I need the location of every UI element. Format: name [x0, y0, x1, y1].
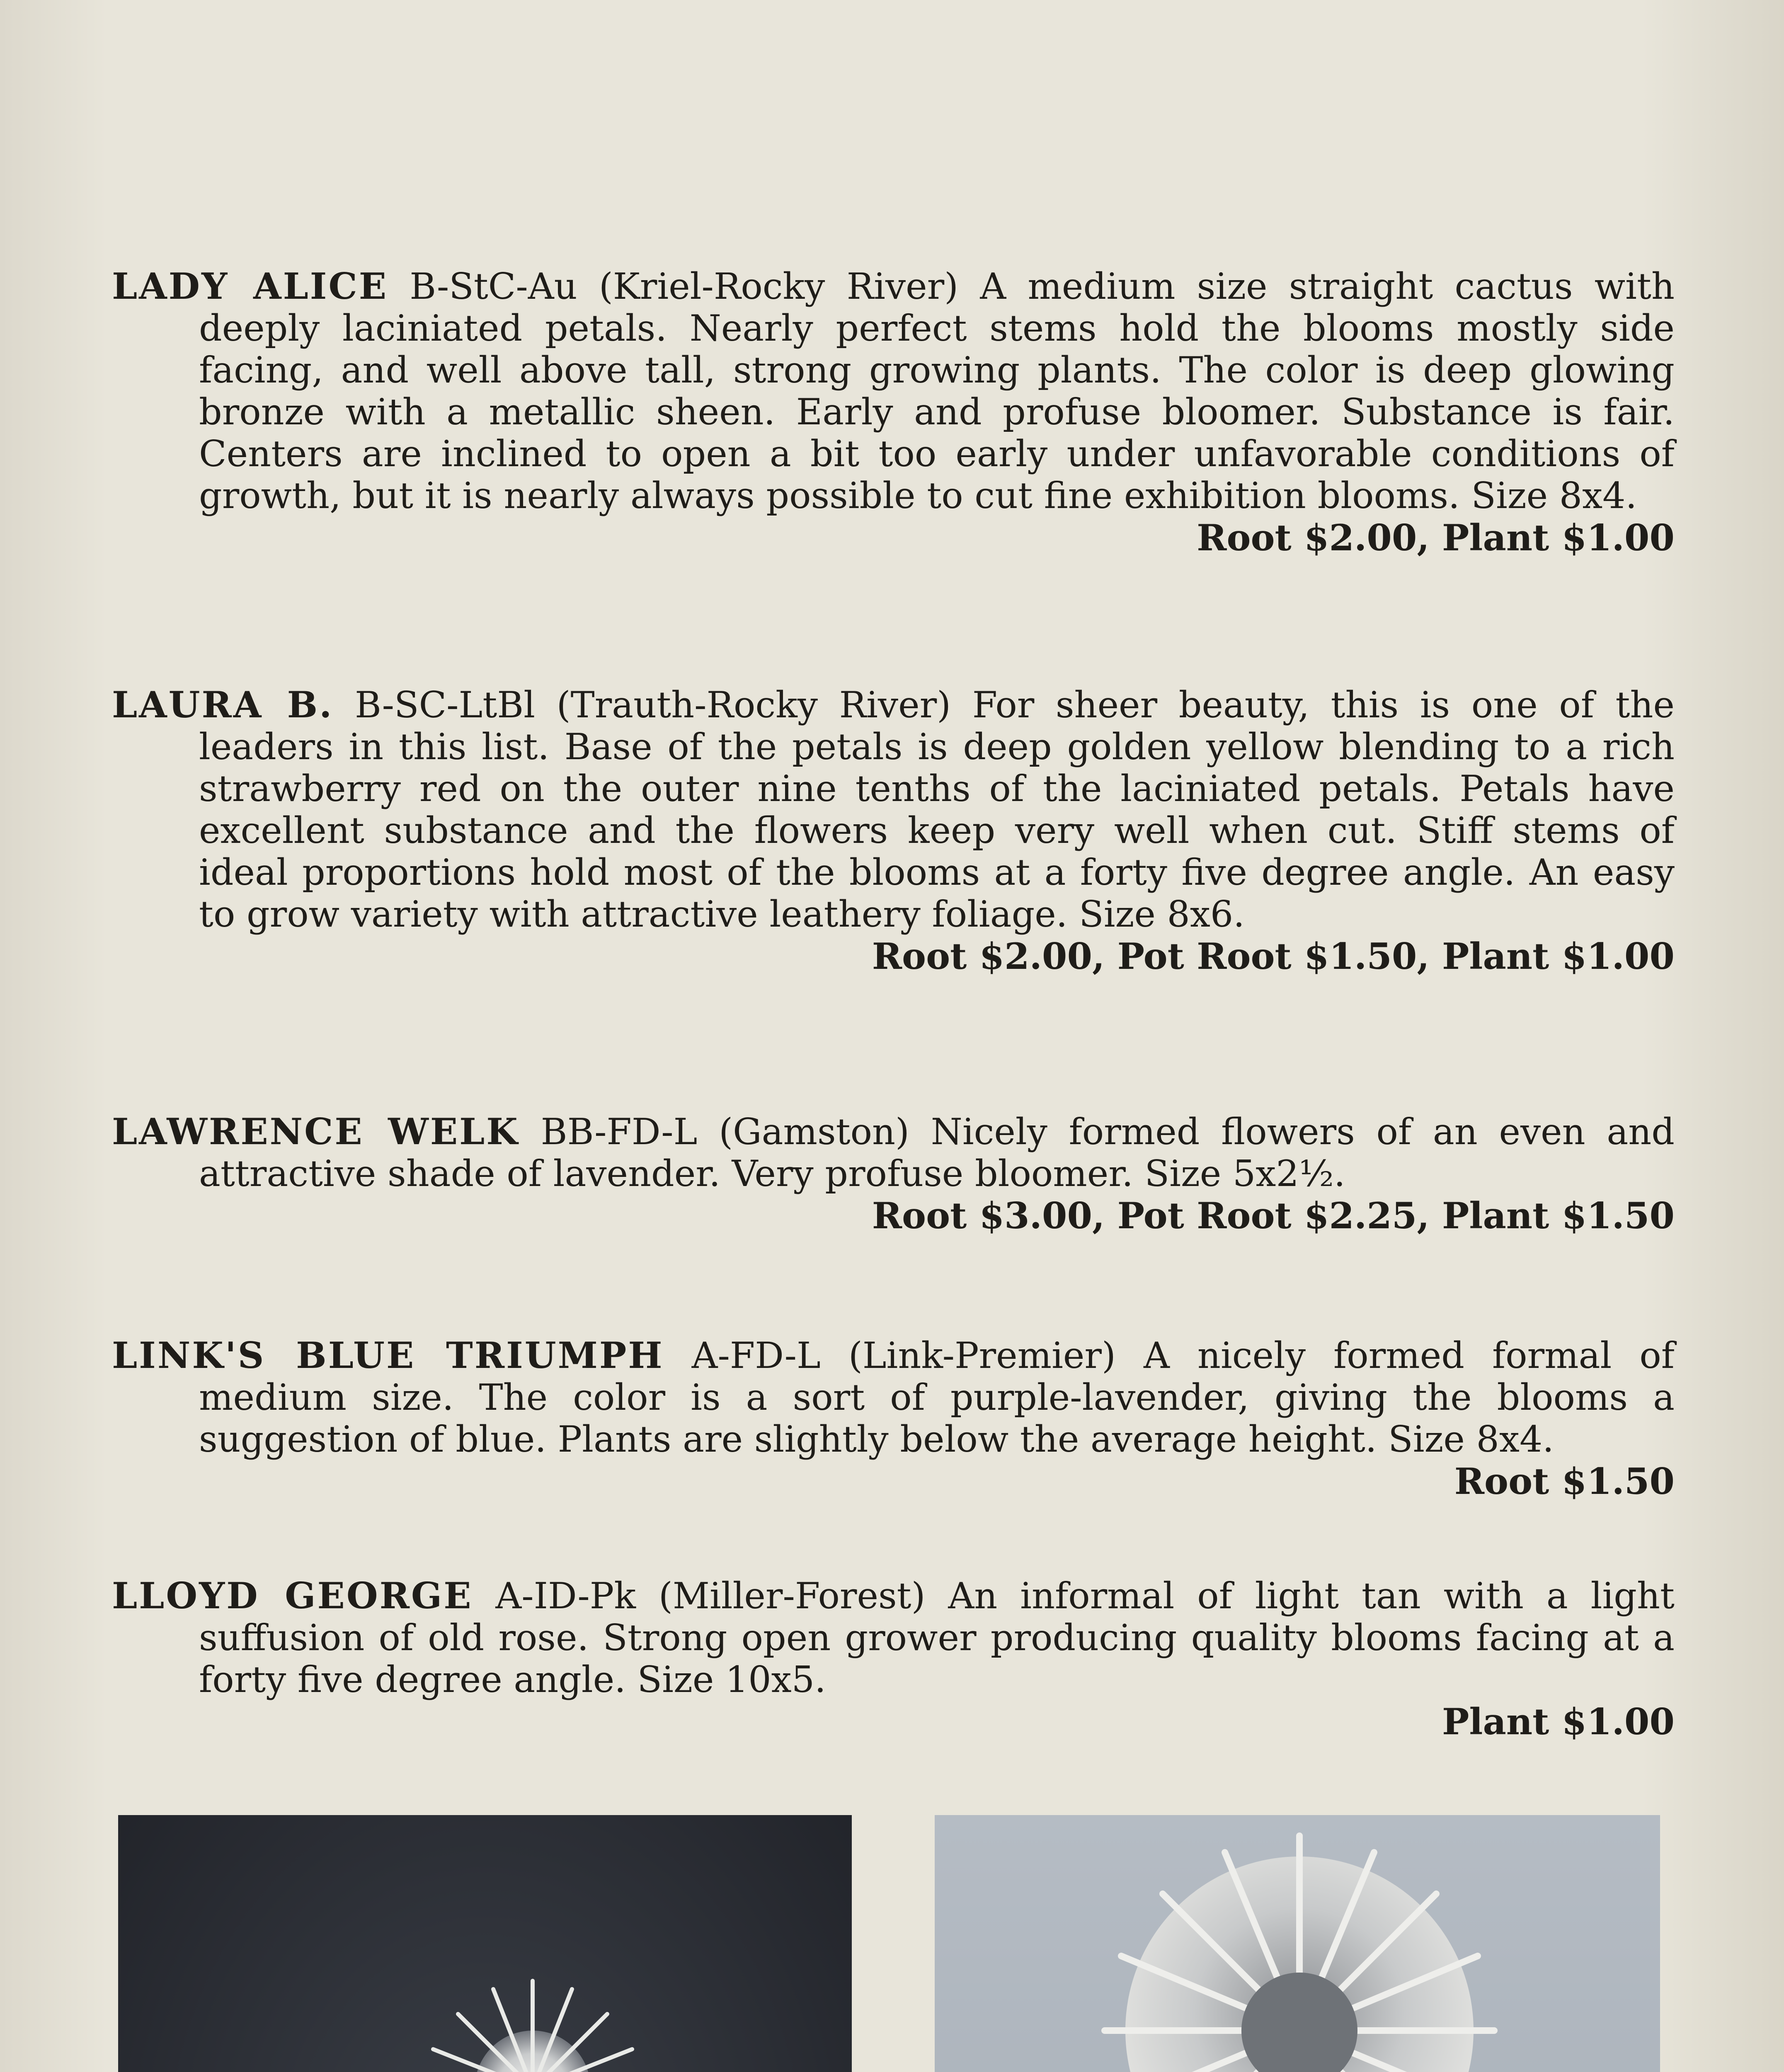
entry-price: Root $3.00, Pot Root $2.25, Plant $1.50 — [872, 1194, 1675, 1237]
entry-price: Root $2.00, Pot Root $1.50, Plant $1.00 — [872, 935, 1675, 978]
entry-name: LINK'S BLUE TRIUMPH — [112, 1334, 664, 1377]
lady-alice-photo — [118, 1815, 852, 2072]
entry-price: Root $2.00, Plant $1.00 — [1197, 516, 1675, 559]
entry-price: Plant $1.00 — [1442, 1700, 1675, 1743]
entry-description: BB-FD-L (Gamston) Nicely formed flowers of an even and attractive shade of lavender. Very profuse bloomer. Size 5x2½. — [199, 1111, 1675, 1195]
entry-text — [112, 1111, 1675, 1195]
entry-text — [112, 684, 1675, 935]
entry-links-blue-triumph — [112, 1334, 1675, 1502]
entry-lawrence-welk — [112, 1111, 1675, 1237]
entry-description: A-ID-Pk (Miller-Forest) An informal of light tan with a light suffusion of old rose. Strong open grower producing quality blooms facing at a forty five degree angle. Size 10x5. — [199, 1575, 1675, 1701]
dahlia-semi-cactus-illustration — [935, 1815, 1660, 2072]
entry-text — [112, 1334, 1675, 1460]
entry-text — [112, 1575, 1675, 1701]
entry-price: Root $1.50 — [1454, 1460, 1675, 1503]
entry-lloyd-george — [112, 1575, 1675, 1743]
entry-text — [112, 265, 1675, 517]
dahlia-cactus-illustration — [118, 1815, 852, 2072]
entry-laura-b — [112, 684, 1675, 977]
entry-description: A-FD-L (Link-Premier) A nicely formed formal of medium size. The color is a sort of purple-lavender, giving the blooms a suggestion of blue. Plants are slightly below the average height. Size 8x4. — [199, 1334, 1675, 1460]
entry-name: LAWRENCE WELK — [112, 1110, 519, 1153]
entry-name: LLOYD GEORGE — [112, 1574, 473, 1617]
entry-name: LAURA B. — [112, 683, 334, 726]
entry-description: B-StC-Au (Kriel-Rocky River) A medium size straight cactus with deeply laciniated petals. Nearly perfect stems hold the blooms mostly side facing, and well above tall, strong growing plants. The color is deep glowing bronze with a metallic sheen. Early and profuse bloomer. Substance is fair. Centers are inclined to open a bit too early under unfavorable conditions of growth, but it is nearly always possible to cut fine exhibition blooms. Size 8x4. — [199, 265, 1675, 517]
entry-lady-alice — [112, 265, 1675, 559]
entry-description: B-SC-LtBl (Trauth-Rocky River) For sheer beauty, this is one of the leaders in this list. Base of the petals is deep golden yellow blending to a rich strawberry red on the outer nine tenths of the laciniated petals. Petals have excellent substance and the flowers keep very well when cut. Stiff stems of ideal proportions hold most of the blooms at a forty five degree angle. An easy to grow variety with attractive leathery foliage. Size 8x6. — [199, 684, 1675, 935]
laura-b-photo — [935, 1815, 1660, 2072]
entry-name: LADY ALICE — [112, 265, 388, 307]
